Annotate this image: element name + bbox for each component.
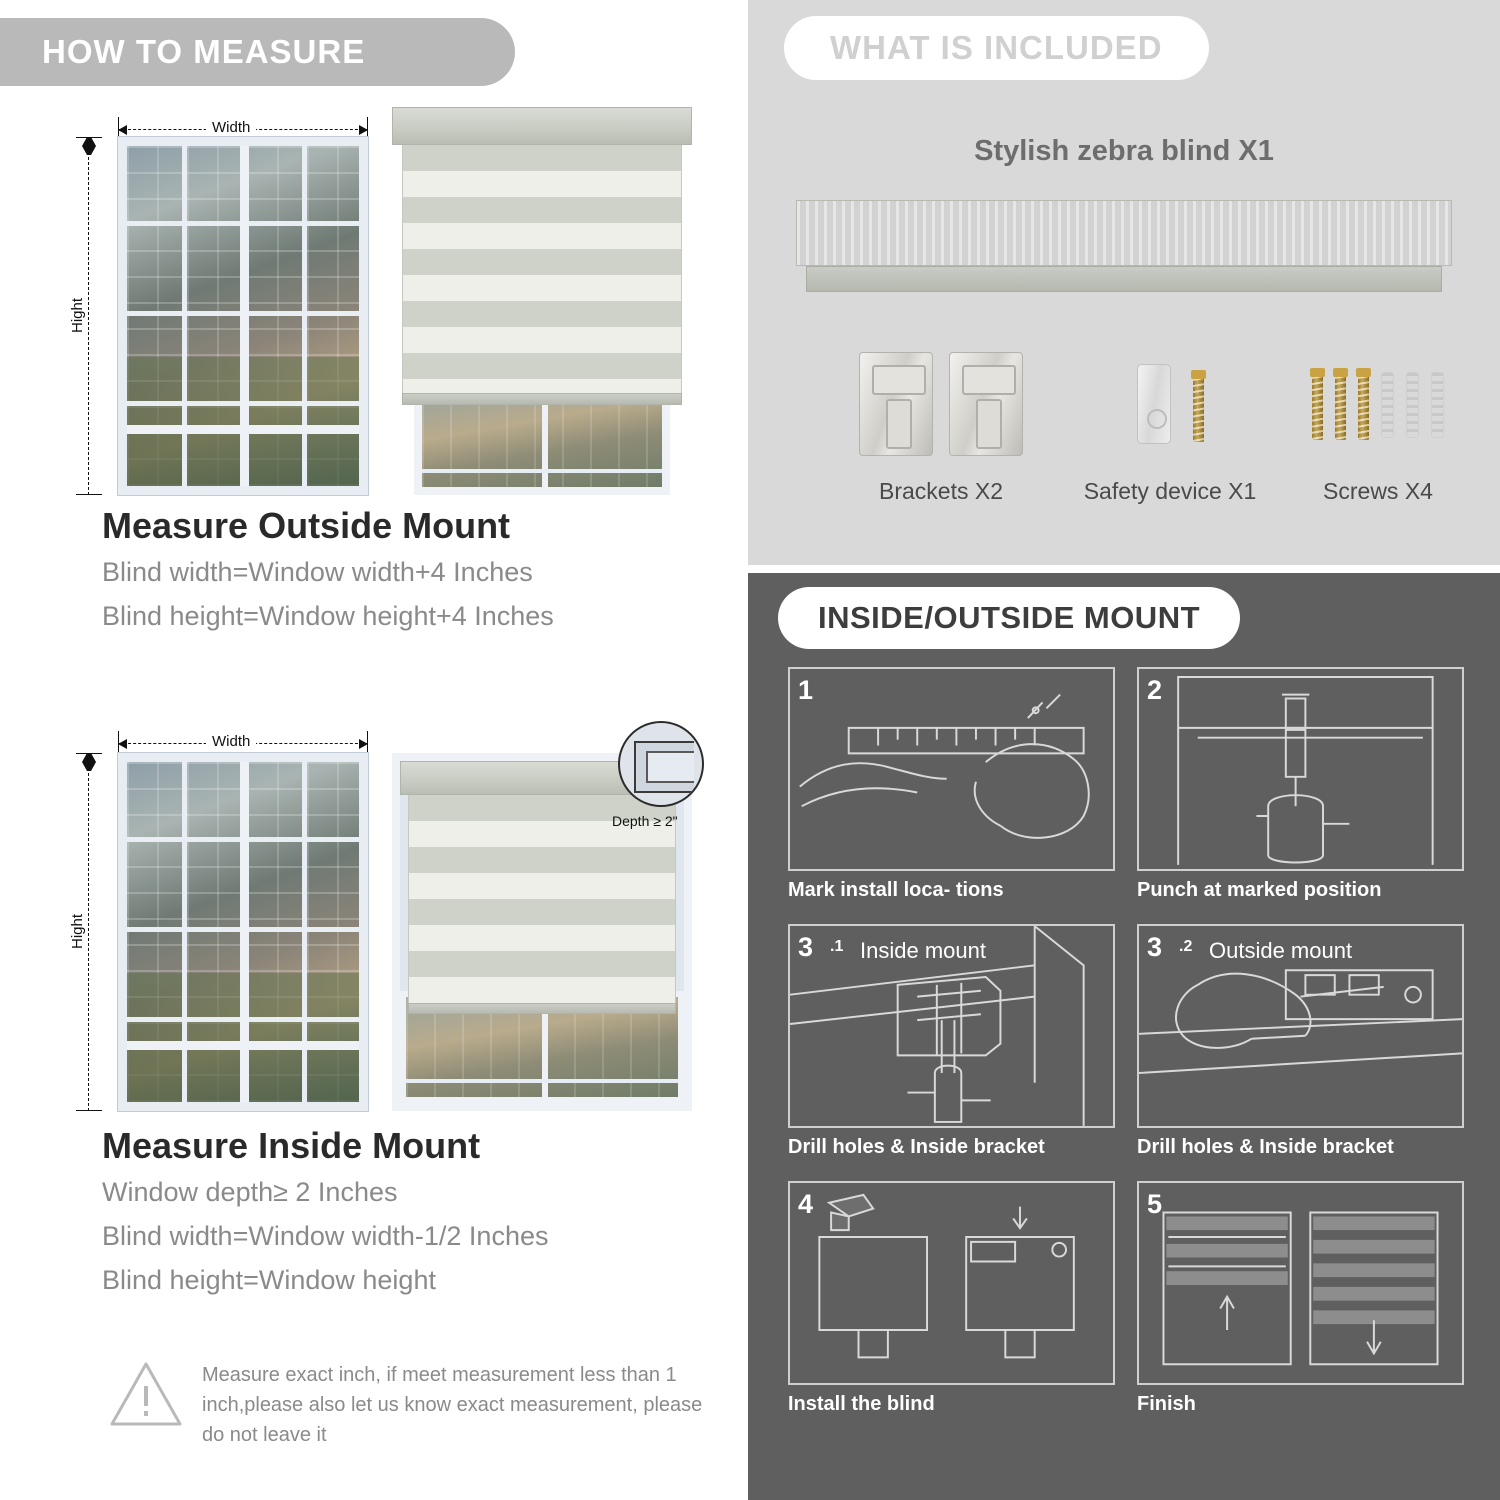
screws-icon <box>1278 352 1478 456</box>
inside-height-label: Hight <box>69 913 87 950</box>
step-3-2 <box>1137 924 1464 1159</box>
step-4 <box>788 1181 1115 1416</box>
step-4-caption: Install the blind <box>788 1393 935 1415</box>
step-1 <box>788 667 1115 902</box>
outside-mount-block <box>0 105 742 641</box>
outside-width-dimension <box>118 119 368 137</box>
zebra-fabric-outside <box>402 145 682 395</box>
product-blind-illustration <box>796 200 1452 310</box>
inside-width-dimension <box>118 733 368 751</box>
outside-mount-line-2: Blind height=Window height+4 Inches <box>102 600 554 631</box>
outside-mount-line-1: Blind width=Window width+4 Inches <box>102 557 533 587</box>
product-title: Stylish zebra blind X1 <box>974 135 1274 167</box>
step-3-2-sub: .2 <box>1179 938 1193 955</box>
step-1-image <box>788 667 1115 871</box>
how-to-measure-title: HOW TO MEASURE <box>42 33 366 70</box>
what-is-included-header <box>784 16 1209 80</box>
inside-outside-mount-header <box>778 587 1240 649</box>
inside-height-dimension <box>69 753 96 1111</box>
safety-device-label: Safety device X1 <box>1083 478 1257 504</box>
step-1-caption: Mark install loca- tions <box>788 879 1004 901</box>
step-3-1-inline-label: Inside mount <box>860 938 986 963</box>
part-brackets <box>816 352 1066 505</box>
step-2-image <box>1137 667 1464 871</box>
brackets-icon <box>816 352 1066 456</box>
outside-width-label: Width <box>206 119 256 136</box>
step-5-image <box>1137 1181 1464 1385</box>
right-column <box>748 0 1500 1500</box>
inside-outside-mount-title: INSIDE/OUTSIDE MOUNT <box>818 600 1201 635</box>
how-to-measure-panel <box>0 0 742 1500</box>
installation-steps <box>788 667 1464 1416</box>
safety-device-icon <box>1070 352 1270 456</box>
screws-label: Screws X4 <box>1323 478 1433 504</box>
step-3-2-inline-label: Outside mount <box>1209 938 1353 963</box>
what-is-included-panel <box>748 0 1500 565</box>
step-3-2-image <box>1137 924 1464 1128</box>
outside-mount-diagram <box>20 105 720 505</box>
inside-mount-line-3: Blind height=Window height <box>102 1264 436 1295</box>
inside-mount-title: Measure Inside Mount <box>102 1125 481 1166</box>
step-3-2-caption: Drill holes & Inside bracket <box>1137 1136 1394 1158</box>
warning-triangle-icon <box>108 1360 184 1426</box>
depth-label: Depth ≥ 2" <box>612 813 678 829</box>
step-5-number: 5 <box>1147 1189 1163 1219</box>
step-3-1-sub: .1 <box>830 938 844 955</box>
step-2-caption: Punch at marked position <box>1137 879 1382 901</box>
inside-mount-line-2: Blind width=Window width-1/2 Inches <box>102 1220 549 1251</box>
step-3-2-number: 3 <box>1147 932 1163 962</box>
part-screws <box>1278 352 1478 505</box>
blind-bottom-rail <box>806 266 1442 292</box>
inside-width-label: Width <box>206 733 256 750</box>
warning-text: Measure exact inch, if meet measurement less than 1 inch,please also let us know exact measurement, please do not leave it <box>202 1364 703 1446</box>
outside-height-label: Hight <box>69 297 87 334</box>
step-3-1-caption: Drill holes & Inside bracket <box>788 1136 1045 1158</box>
part-safety-device <box>1070 352 1270 505</box>
how-to-measure-header <box>0 18 515 86</box>
window-illustration-inside <box>118 753 368 1111</box>
step-4-number: 4 <box>798 1189 814 1219</box>
blind-headrail <box>796 200 1452 266</box>
step-3-1-number: 3 <box>798 932 814 962</box>
blind-illustration-inside <box>392 753 692 1111</box>
step-3-1 <box>788 924 1115 1159</box>
headrail-outside <box>392 107 692 145</box>
step-5-caption: Finish <box>1137 1393 1196 1415</box>
step-5 <box>1137 1181 1464 1416</box>
depth-callout-circle <box>618 721 704 807</box>
outside-height-dimension <box>69 137 96 495</box>
brackets-label: Brackets X2 <box>879 478 1003 504</box>
window-illustration-outside <box>118 137 368 495</box>
inside-mount-diagram <box>20 725 720 1125</box>
inside-mount-line-1: Window depth≥ 2 Inches <box>102 1177 398 1207</box>
inside-mount-block <box>0 725 742 1305</box>
measure-warning <box>108 1360 708 1450</box>
step-4-image <box>788 1181 1115 1385</box>
blind-illustration-outside <box>392 107 692 495</box>
step-2 <box>1137 667 1464 902</box>
what-is-included-title: WHAT IS INCLUDED <box>830 29 1163 66</box>
step-3-1-image <box>788 924 1115 1128</box>
step-2-number: 2 <box>1147 675 1163 705</box>
inside-outside-mount-panel <box>748 573 1500 1500</box>
step-1-number: 1 <box>798 675 814 705</box>
outside-mount-title: Measure Outside Mount <box>102 505 511 546</box>
